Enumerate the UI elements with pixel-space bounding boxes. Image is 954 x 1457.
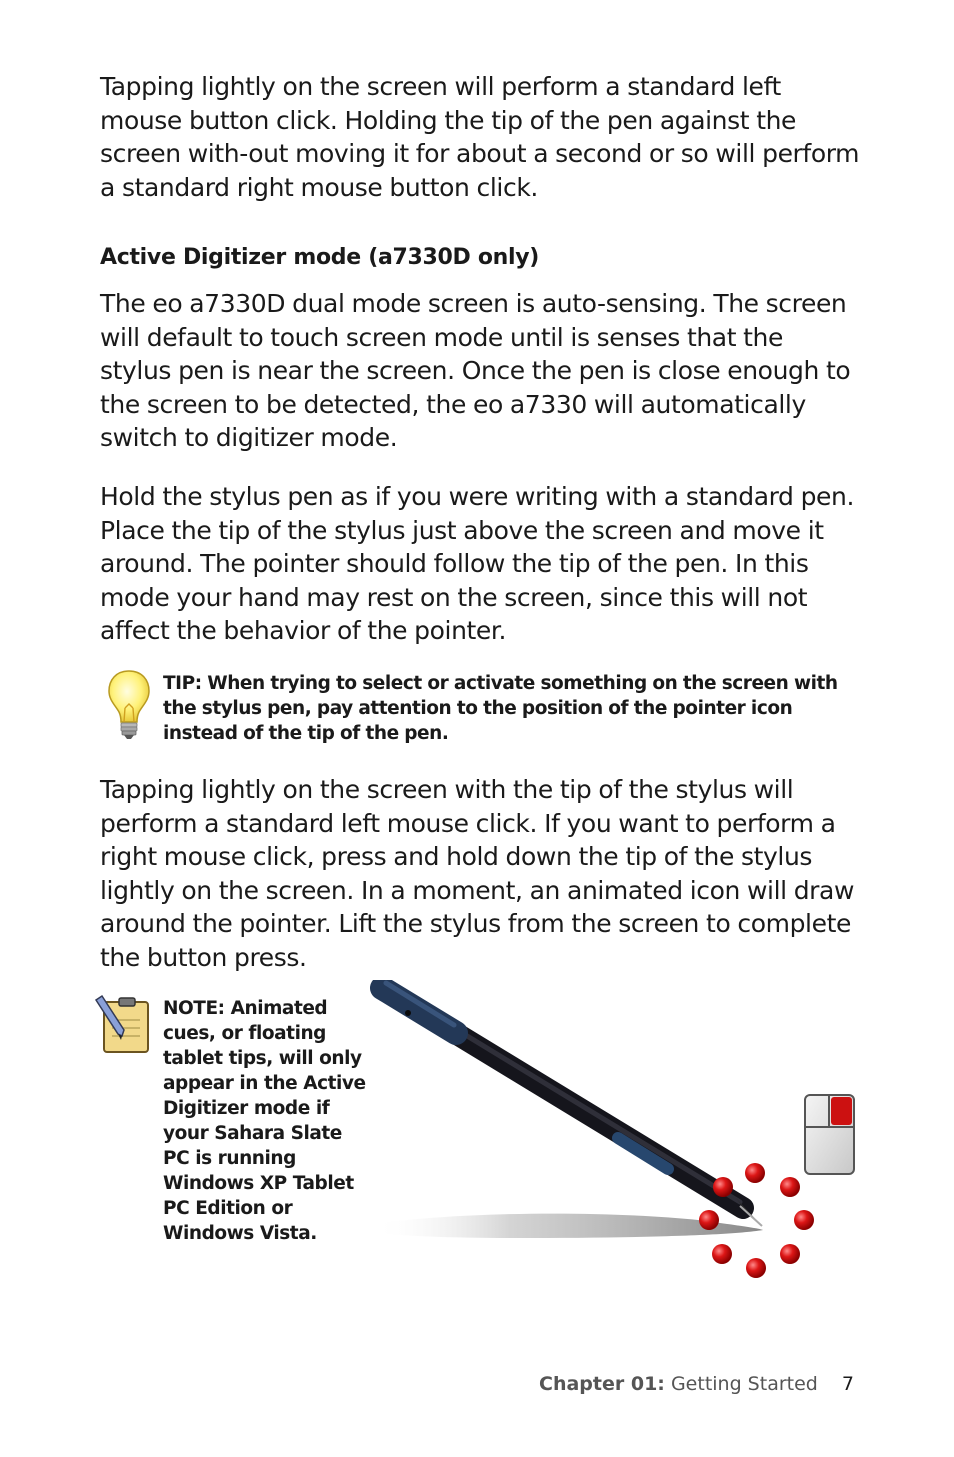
footer-chapter: Chapter 01: <box>539 1373 665 1395</box>
page-footer <box>539 1370 854 1398</box>
paragraph-left-click: Tapping lightly on the screen will perform a standard left mouse button click. Holding the tip of the pen against the screen with-out moving it for about a second or so will perform a standard right mouse button click. <box>100 72 860 202</box>
stylus-illustration <box>368 980 868 1285</box>
mouse-right-click-icon <box>805 1095 854 1174</box>
paragraph-hold-stylus: Hold the stylus pen as if you were writing with a standard pen. Place the tip of the stylus just above the screen and move it around. The pointer should follow the tip of the pen. In this mode your hand may rest on the screen, since this will not affect the behavior of the pointer. <box>100 482 855 645</box>
footer-section: Getting Started <box>670 1373 818 1395</box>
page-number: 7 <box>841 1373 854 1395</box>
section-heading: Active Digitizer mode (a7330D only) <box>100 245 540 270</box>
clipboard-note-icon <box>92 994 154 1056</box>
stylus-pen <box>382 983 762 1226</box>
tip-text: TIP: When trying to select or activate something on the screen with the stylus pen, pay attention to the position of the pointer icon instead of the tip of the pen. <box>163 673 838 744</box>
note-text: NOTE: Animated cues, or floating tablet tips, will only appear in the Active Digitizer mode if your Sahara Slate PC is running Windows XP Tablet PC Edition or Windows Vista. <box>163 998 366 1244</box>
paragraph-auto-sensing: The eo a7330D dual mode screen is auto-sensing. The screen will default to touch screen mode until is senses that the stylus pen is near the screen. Once the pen is close enough to the screen to be detected, the eo a7330 will automatically switch to digitizer mode. <box>100 289 851 452</box>
paragraph-right-click: Tapping lightly on the screen with the tip of the stylus will perform a standard left mouse click. If you want to perform a right mouse click, press and hold down the tip of the stylus lightly on the screen. In a moment, an animated icon will draw around the pointer. Lift the stylus from the screen to complete the button press. <box>100 775 855 972</box>
lightbulb-icon <box>106 668 152 742</box>
